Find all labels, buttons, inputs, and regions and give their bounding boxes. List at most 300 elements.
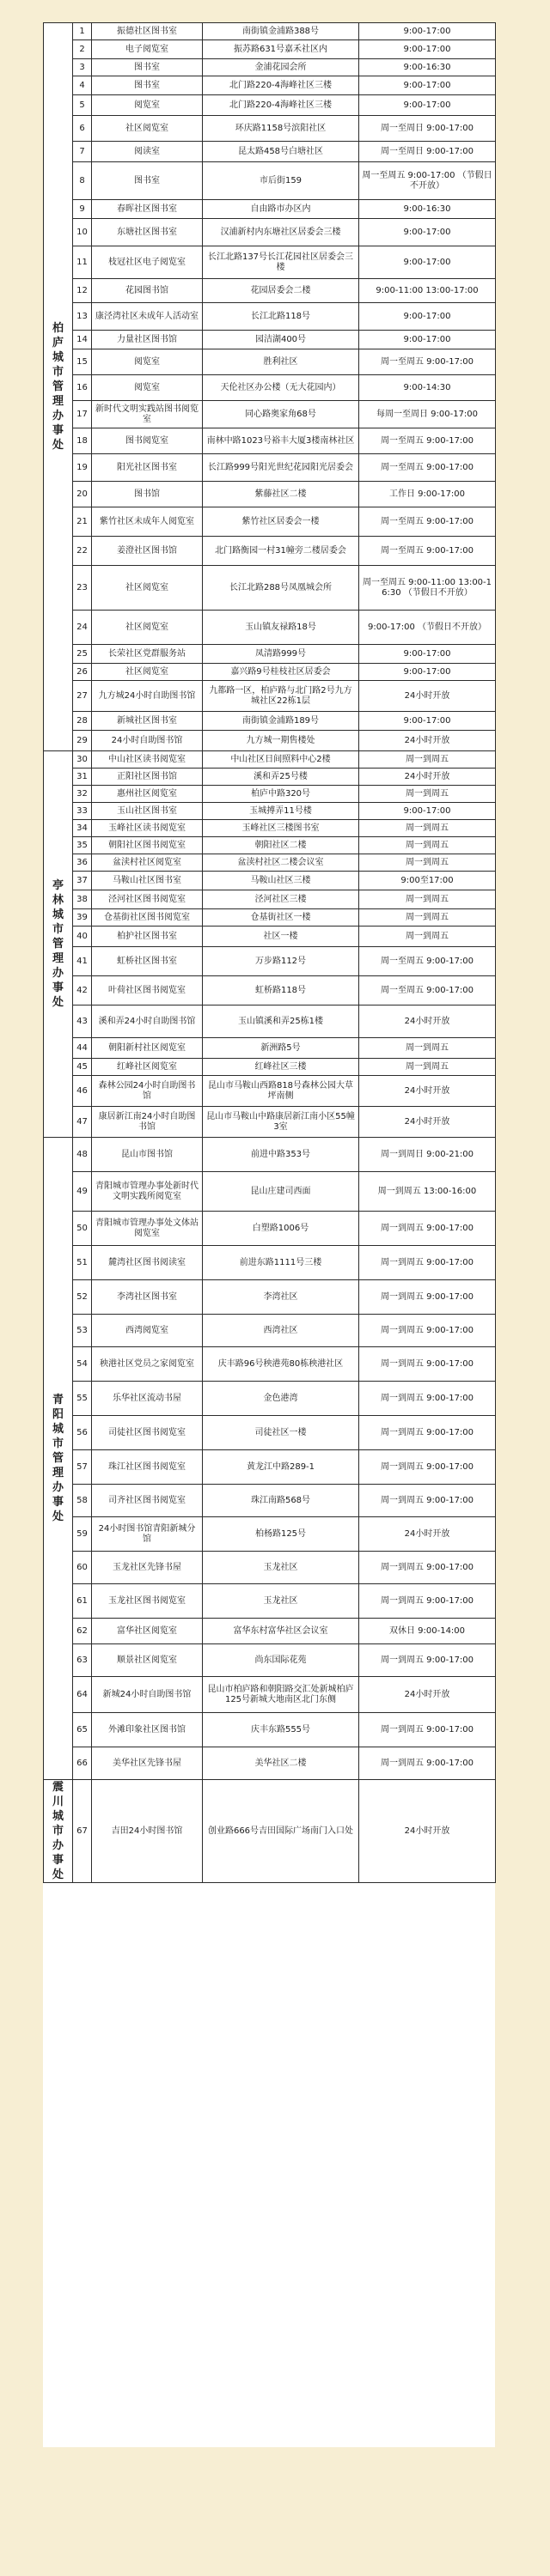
table-row [44, 927, 496, 947]
opening-hours: 周一到周五 [359, 927, 496, 947]
row-number: 62 [73, 1619, 92, 1644]
table-row [44, 1677, 496, 1713]
row-number: 26 [73, 664, 92, 681]
library-address: 同心路奥家角68号 [203, 401, 359, 428]
library-name: 力量社区图书馆 [92, 331, 203, 349]
opening-hours: 周一到周五 [359, 909, 496, 927]
table-row [44, 375, 496, 401]
library-address: 昆山市马鞍山中路康居新江南小区55幢3室 [203, 1107, 359, 1138]
opening-hours: 周一到周五 9:00-17:00 [359, 1747, 496, 1780]
row-number: 30 [73, 751, 92, 769]
library-address: 社区一楼 [203, 927, 359, 947]
library-address: 珠江南路568号 [203, 1485, 359, 1517]
library-name: 红峰社区阅览室 [92, 1059, 203, 1076]
table-row [44, 1212, 496, 1246]
library-name: 图书室 [92, 76, 203, 95]
table-row [44, 246, 496, 279]
row-number: 3 [73, 59, 92, 76]
opening-hours: 周一到周五 [359, 751, 496, 769]
table-row [44, 1416, 496, 1450]
library-address: 花园居委会二楼 [203, 279, 359, 303]
table-row [44, 947, 496, 976]
table-row [44, 1644, 496, 1677]
library-name: 阅读室 [92, 142, 203, 162]
row-number: 21 [73, 507, 92, 537]
row-number: 13 [73, 303, 92, 331]
opening-hours: 周一到周五 9:00-17:00 [359, 1382, 496, 1416]
library-name: 电子阅览室 [92, 40, 203, 59]
opening-hours: 9:00-17:00 [359, 23, 496, 40]
row-number: 36 [73, 854, 92, 872]
opening-hours: 周一到周五 [359, 820, 496, 837]
table-row [44, 537, 496, 566]
library-address: 朝阳社区二楼 [203, 837, 359, 854]
library-address: 九都路一区，柏庐路与北门路2号九方城社区22栋1层 [203, 681, 359, 712]
library-address: 汉浦新村内东塘社区居委会三楼 [203, 219, 359, 246]
library-address: 西湾社区 [203, 1315, 359, 1347]
table-row [44, 566, 496, 611]
row-number: 43 [73, 1005, 92, 1038]
library-address: 南街镇金浦路388号 [203, 23, 359, 40]
row-number: 50 [73, 1212, 92, 1246]
library-address: 紫竹社区居委会一楼 [203, 507, 359, 537]
table-row [44, 279, 496, 303]
table-row [44, 820, 496, 837]
library-name: 姜澄社区图书馆 [92, 537, 203, 566]
row-number: 8 [73, 162, 92, 200]
table-row [44, 1382, 496, 1416]
library-address: 柏杨路125号 [203, 1517, 359, 1552]
library-name: 柏护社区图书室 [92, 927, 203, 947]
opening-hours: 周一到周五 9:00-17:00 [359, 1552, 496, 1584]
table-row [44, 976, 496, 1005]
row-number: 22 [73, 537, 92, 566]
opening-hours: 9:00-17:00 [359, 40, 496, 59]
opening-hours: 9:00-14:30 [359, 375, 496, 401]
row-number: 19 [73, 454, 92, 482]
library-name: 朝阳社区图书阅览室 [92, 837, 203, 854]
row-number: 4 [73, 76, 92, 95]
library-address: 玉城搏弄11号楼 [203, 803, 359, 820]
opening-hours: 周一到周五 [359, 854, 496, 872]
row-number: 16 [73, 375, 92, 401]
row-number: 7 [73, 142, 92, 162]
library-address: 玉龙社区 [203, 1552, 359, 1584]
row-number: 17 [73, 401, 92, 428]
opening-hours: 24小时开放 [359, 1107, 496, 1138]
table-row [44, 23, 496, 40]
opening-hours: 周一到周五 9:00-17:00 [359, 1416, 496, 1450]
row-number: 61 [73, 1584, 92, 1619]
row-number: 18 [73, 428, 92, 454]
table-row [44, 1584, 496, 1619]
library-name: 虹桥社区图书室 [92, 947, 203, 976]
opening-hours: 周一到周五 9:00-17:00 [359, 1315, 496, 1347]
opening-hours: 9:00-17:00 [359, 246, 496, 279]
library-name: 振德社区图书室 [92, 23, 203, 40]
table-row [44, 59, 496, 76]
opening-hours: 9:00-16:30 [359, 59, 496, 76]
row-number: 65 [73, 1713, 92, 1747]
row-number: 23 [73, 566, 92, 611]
opening-hours: 周一至周日 9:00-17:00 [359, 116, 496, 142]
opening-hours: 周一至周五 9:00-17:00 [359, 507, 496, 537]
row-number: 31 [73, 769, 92, 786]
opening-hours: 9:00至17:00 [359, 872, 496, 890]
library-address: 昆山市柏庐路和朝阳路交汇处新城柏庐125号新城大地南区北门东侧 [203, 1677, 359, 1713]
library-name: 乐华社区流动书屋 [92, 1382, 203, 1416]
opening-hours: 9:00-17:00 [359, 664, 496, 681]
library-name: 图书室 [92, 59, 203, 76]
row-number: 28 [73, 712, 92, 731]
library-name: 花园图书馆 [92, 279, 203, 303]
opening-hours: 周一到周五 9:00-17:00 [359, 1485, 496, 1517]
table-row [44, 731, 496, 751]
opening-hours: 周一至周五 9:00-11:00 13:00-16:30 （节假日不开放） [359, 566, 496, 611]
library-name: 玉峰社区读书阅览室 [92, 820, 203, 837]
library-name: 司齐社区图书阅览室 [92, 1485, 203, 1517]
table-row [44, 1076, 496, 1107]
row-number: 66 [73, 1747, 92, 1780]
opening-hours: 周一至周五 9:00-17:00 [359, 428, 496, 454]
opening-hours: 周一至周五 9:00-17:00 [359, 976, 496, 1005]
library-name: 仓基街社区图书阅览室 [92, 909, 203, 927]
table-row [44, 645, 496, 664]
row-number: 55 [73, 1382, 92, 1416]
table-row [44, 142, 496, 162]
district-group-label: 青阳城市管理办事处 [44, 1138, 73, 1780]
opening-hours: 周一至周五 9:00-17:00 （节假日不开放） [359, 162, 496, 200]
table-row [44, 1107, 496, 1138]
opening-hours: 9:00-17:00 [359, 803, 496, 820]
row-number: 46 [73, 1076, 92, 1107]
opening-hours: 周一到周五 [359, 1038, 496, 1059]
row-number: 15 [73, 349, 92, 375]
library-name: 朝阳新村社区阅览室 [92, 1038, 203, 1059]
library-name: 玉山社区图书室 [92, 803, 203, 820]
library-name: 青阳城市管理办事处文体站阅览室 [92, 1212, 203, 1246]
library-address: 白塑路1006号 [203, 1212, 359, 1246]
library-name: 长荣社区党群服务站 [92, 645, 203, 664]
table-row [44, 1059, 496, 1076]
table-row [44, 1747, 496, 1780]
opening-hours: 周一到周五 9:00-17:00 [359, 1713, 496, 1747]
row-number: 49 [73, 1172, 92, 1212]
library-address: 李湾社区 [203, 1280, 359, 1315]
library-name: 新时代文明实践站图书阅览室 [92, 401, 203, 428]
library-address: 长江北路137号长江花园社区居委会三楼 [203, 246, 359, 279]
library-name: 顺景社区阅览室 [92, 1644, 203, 1677]
row-number: 20 [73, 482, 92, 507]
library-address: 富华东村富华社区会议室 [203, 1619, 359, 1644]
table-row [44, 219, 496, 246]
opening-hours: 周一到周五 9:00-17:00 [359, 1644, 496, 1677]
table-row [44, 1280, 496, 1315]
opening-hours: 9:00-17:00 [359, 76, 496, 95]
library-address: 凤清路999号 [203, 645, 359, 664]
library-address: 长江路999号阳光世纪花园阳光居委会 [203, 454, 359, 482]
library-name: 美华社区先锋书屋 [92, 1747, 203, 1780]
row-number: 63 [73, 1644, 92, 1677]
library-address: 庆丰东路555号 [203, 1713, 359, 1747]
table-row [44, 1780, 496, 1883]
table-row [44, 76, 496, 95]
table-row [44, 681, 496, 712]
row-number: 47 [73, 1107, 92, 1138]
library-address: 紫藤社区二楼 [203, 482, 359, 507]
library-name: 图书阅览室 [92, 428, 203, 454]
opening-hours: 9:00-17:00 [359, 303, 496, 331]
opening-hours: 24小时开放 [359, 1780, 496, 1883]
opening-hours: 9:00-17:00 [359, 95, 496, 116]
library-name: 24小时图书馆青阳新城分馆 [92, 1517, 203, 1552]
table-row [44, 1619, 496, 1644]
row-number: 32 [73, 786, 92, 803]
row-number: 14 [73, 331, 92, 349]
table-row [44, 769, 496, 786]
table-row [44, 116, 496, 142]
table-row [44, 1315, 496, 1347]
opening-hours: 24小时开放 [359, 769, 496, 786]
row-number: 41 [73, 947, 92, 976]
library-address: 南街镇金浦路189号 [203, 712, 359, 731]
library-name: 阳光社区图书室 [92, 454, 203, 482]
table-row [44, 40, 496, 59]
library-address: 环庆路1158号滨阳社区 [203, 116, 359, 142]
table-row [44, 890, 496, 909]
library-address: 尚东国际花苑 [203, 1644, 359, 1677]
table-row [44, 1347, 496, 1382]
table-row [44, 401, 496, 428]
opening-hours: 周一到周五 [359, 890, 496, 909]
library-address: 昆山庄建司西面 [203, 1172, 359, 1212]
library-name: 图书馆 [92, 482, 203, 507]
library-name: 富华社区阅览室 [92, 1619, 203, 1644]
row-number: 35 [73, 837, 92, 854]
library-address: 天伦社区办公楼（无大花园内） [203, 375, 359, 401]
row-number: 29 [73, 731, 92, 751]
library-address: 金色港湾 [203, 1382, 359, 1416]
library-name: 西湾阅览室 [92, 1315, 203, 1347]
library-name: 溪和弄24小时自助图书馆 [92, 1005, 203, 1038]
opening-hours: 9:00-17:00 [359, 712, 496, 731]
opening-hours: 周一到周五 9:00-17:00 [359, 1584, 496, 1619]
opening-hours: 周一至周五 9:00-17:00 [359, 349, 496, 375]
library-name: 社区阅览室 [92, 566, 203, 611]
row-number: 11 [73, 246, 92, 279]
table-row [44, 331, 496, 349]
library-address: 长江北路288号凤凰城会所 [203, 566, 359, 611]
row-number: 37 [73, 872, 92, 890]
table-row [44, 1138, 496, 1172]
row-number: 9 [73, 200, 92, 219]
library-name: 中山社区读书阅览室 [92, 751, 203, 769]
library-name: 青阳城市管理办事处新时代文明实践所阅览室 [92, 1172, 203, 1212]
library-name: 玉龙社区先锋书屋 [92, 1552, 203, 1584]
opening-hours: 24小时开放 [359, 1517, 496, 1552]
library-address: 九方城一期售楼处 [203, 731, 359, 751]
row-number: 45 [73, 1059, 92, 1076]
library-address: 虹桥路118号 [203, 976, 359, 1005]
row-number: 1 [73, 23, 92, 40]
library-address: 北门路衡园一村31幢旁二楼居委会 [203, 537, 359, 566]
opening-hours: 9:00-17:00 [359, 219, 496, 246]
library-name: 新城社区图书室 [92, 712, 203, 731]
opening-hours: 9:00-17:00 [359, 331, 496, 349]
table-row [44, 95, 496, 116]
library-address: 美华社区二楼 [203, 1747, 359, 1780]
district-group-label: 亭林城市管理办事处 [44, 751, 73, 1138]
opening-hours: 24小时开放 [359, 681, 496, 712]
library-name: 九方城24小时自助图书馆 [92, 681, 203, 712]
opening-hours: 周一至周日 9:00-17:00 [359, 142, 496, 162]
library-address: 创业路666号吉田国际广场南门入口处 [203, 1780, 359, 1883]
table-row [44, 507, 496, 537]
library-address: 玉山镇友禄路18号 [203, 611, 359, 645]
library-address: 庆丰路96号秧港苑80栋秧港社区 [203, 1347, 359, 1382]
library-name: 珠江社区图书阅览室 [92, 1450, 203, 1485]
row-number: 58 [73, 1485, 92, 1517]
library-address: 中山社区日间照料中心2楼 [203, 751, 359, 769]
table-row [44, 1485, 496, 1517]
library-list-sheet [43, 22, 495, 2447]
opening-hours: 周一到周五 [359, 786, 496, 803]
table-row [44, 786, 496, 803]
table-row [44, 712, 496, 731]
library-address: 南林中路1023号裕丰大厦3楼南林社区 [203, 428, 359, 454]
library-name: 社区阅览室 [92, 664, 203, 681]
table-row [44, 1517, 496, 1552]
library-name: 泾河社区图书阅览室 [92, 890, 203, 909]
library-name: 24小时自助图书馆 [92, 731, 203, 751]
table-row [44, 162, 496, 200]
library-name: 麓湾社区图书阅读室 [92, 1246, 203, 1280]
library-name: 秧港社区党员之家阅览室 [92, 1347, 203, 1382]
opening-hours: 工作日 9:00-17:00 [359, 482, 496, 507]
library-name: 图书室 [92, 162, 203, 200]
library-address: 柏庐中路320号 [203, 786, 359, 803]
library-name: 外滩印象社区图书馆 [92, 1713, 203, 1747]
library-address: 自由路市办区内 [203, 200, 359, 219]
library-address: 溪和弄25号楼 [203, 769, 359, 786]
library-address: 司徒社区一楼 [203, 1416, 359, 1450]
table-row [44, 303, 496, 331]
library-address: 北门路220-4海峰社区三楼 [203, 76, 359, 95]
opening-hours: 周一到周五 [359, 1059, 496, 1076]
row-number: 67 [73, 1780, 92, 1883]
row-number: 24 [73, 611, 92, 645]
table-row [44, 1172, 496, 1212]
row-number: 42 [73, 976, 92, 1005]
library-name: 东塘社区图书室 [92, 219, 203, 246]
library-name: 紫竹社区未成年人阅览室 [92, 507, 203, 537]
row-number: 60 [73, 1552, 92, 1584]
library-name: 春晖社区图书室 [92, 200, 203, 219]
library-name: 康居新江南24小时自助图书馆 [92, 1107, 203, 1138]
row-number: 40 [73, 927, 92, 947]
table-row [44, 909, 496, 927]
opening-hours: 周一到周五 [359, 837, 496, 854]
opening-hours: 双休日 9:00-14:00 [359, 1619, 496, 1644]
opening-hours: 周一至周五 9:00-17:00 [359, 454, 496, 482]
table-row [44, 200, 496, 219]
table-row [44, 1450, 496, 1485]
library-address: 黄龙江中路289-1 [203, 1450, 359, 1485]
library-address: 马鞍山社区三楼 [203, 872, 359, 890]
row-number: 52 [73, 1280, 92, 1315]
library-name: 森林公园24小时自助图书馆 [92, 1076, 203, 1107]
library-name: 康泾湾社区未成年人活动室 [92, 303, 203, 331]
district-group-label: 柏庐城市管理办事处 [44, 23, 73, 751]
table-row [44, 428, 496, 454]
table-row [44, 1552, 496, 1584]
library-address: 长江北路118号 [203, 303, 359, 331]
opening-hours: 每周一至周日 9:00-17:00 [359, 401, 496, 428]
library-name: 枝冠社区电子阅览室 [92, 246, 203, 279]
table-row [44, 611, 496, 645]
row-number: 34 [73, 820, 92, 837]
opening-hours: 9:00-11:00 13:00-17:00 [359, 279, 496, 303]
opening-hours: 9:00-17:00 [359, 645, 496, 664]
library-address: 玉山镇溪和弄25栋1楼 [203, 1005, 359, 1038]
library-table [43, 22, 496, 1883]
library-name: 叶荷社区图书阅览室 [92, 976, 203, 1005]
opening-hours: 9:00-17:00 （节假日不开放） [359, 611, 496, 645]
library-name: 吉田24小时图书馆 [92, 1780, 203, 1883]
library-address: 盆渎村社区二楼会议室 [203, 854, 359, 872]
library-name: 阅览室 [92, 95, 203, 116]
opening-hours: 24小时开放 [359, 1076, 496, 1107]
library-name: 新城24小时自助图书馆 [92, 1677, 203, 1713]
library-name: 正阳社区图书馆 [92, 769, 203, 786]
library-address: 昆山市马鞍山西路818号森林公园大草坪南侧 [203, 1076, 359, 1107]
library-address: 金浦花园会所 [203, 59, 359, 76]
library-name: 马鞍山社区图书室 [92, 872, 203, 890]
library-address: 仓基街社区一楼 [203, 909, 359, 927]
table-row [44, 349, 496, 375]
row-number: 54 [73, 1347, 92, 1382]
library-address: 泾河社区三楼 [203, 890, 359, 909]
opening-hours: 周一至周五 9:00-17:00 [359, 947, 496, 976]
opening-hours: 9:00-16:30 [359, 200, 496, 219]
table-row [44, 1038, 496, 1059]
opening-hours: 周一至周五 9:00-17:00 [359, 537, 496, 566]
row-number: 10 [73, 219, 92, 246]
row-number: 59 [73, 1517, 92, 1552]
table-row [44, 664, 496, 681]
library-address: 前进东路1111号三楼 [203, 1246, 359, 1280]
row-number: 25 [73, 645, 92, 664]
row-number: 5 [73, 95, 92, 116]
opening-hours: 周一到周五 9:00-17:00 [359, 1450, 496, 1485]
library-name: 李湾社区图书室 [92, 1280, 203, 1315]
table-row [44, 803, 496, 820]
library-address: 市后街159 [203, 162, 359, 200]
table-row [44, 454, 496, 482]
opening-hours: 24小时开放 [359, 1005, 496, 1038]
library-address: 玉龙社区 [203, 1584, 359, 1619]
table-row [44, 1246, 496, 1280]
opening-hours: 周一到周五 13:00-16:00 [359, 1172, 496, 1212]
library-name: 阅览室 [92, 349, 203, 375]
row-number: 38 [73, 890, 92, 909]
table-row [44, 872, 496, 890]
table-row [44, 482, 496, 507]
library-address: 园洁湖400号 [203, 331, 359, 349]
library-name: 社区阅览室 [92, 116, 203, 142]
table-row [44, 751, 496, 769]
opening-hours: 周一到周五 9:00-17:00 [359, 1246, 496, 1280]
